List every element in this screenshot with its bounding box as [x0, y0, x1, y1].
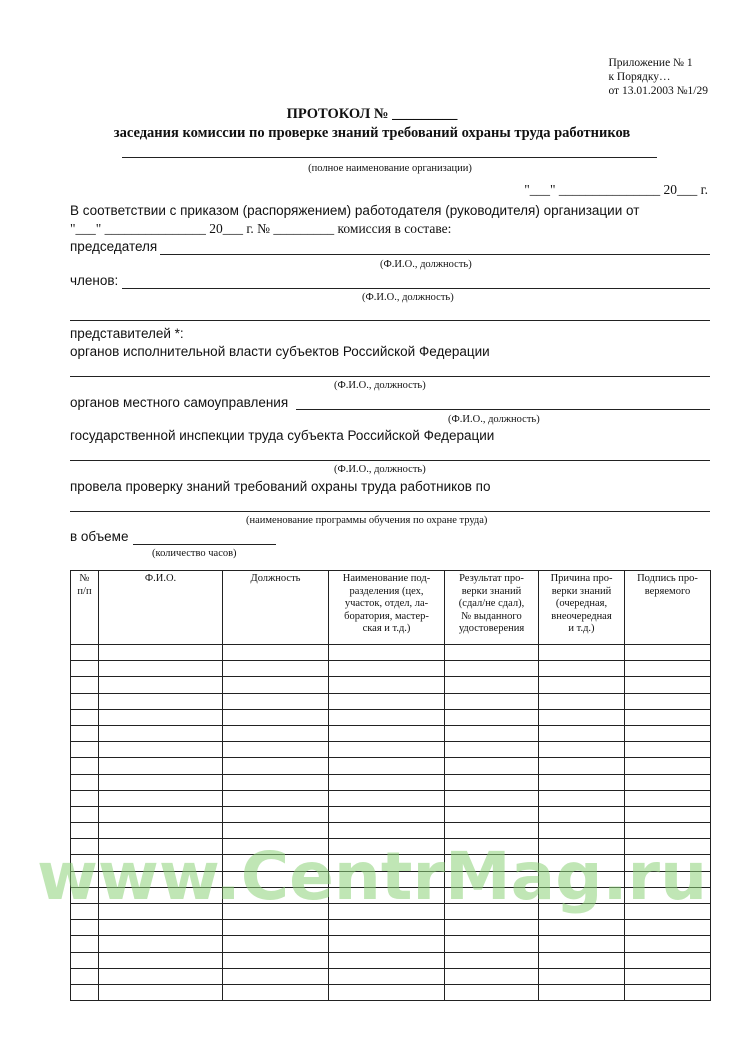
- table-cell: [539, 887, 625, 903]
- table-cell: [329, 968, 445, 984]
- table-cell: [445, 742, 539, 758]
- table-cell: [71, 839, 99, 855]
- order-line-2: "___" _______________ 20___ г. № _________ комиссия в составе:: [70, 221, 452, 236]
- table-cell: [625, 806, 711, 822]
- table-cell: [539, 904, 625, 920]
- table-cell: [445, 693, 539, 709]
- watermark: www.CentrMag.ru: [36, 838, 708, 915]
- col-header-department: Наименование под- разделения (цех, участок, отдел, ла- боратория, мастер- ская и т.д.): [329, 571, 445, 645]
- table-body: [71, 645, 711, 1001]
- table-cell: [99, 693, 223, 709]
- table-cell: [223, 693, 329, 709]
- table-cell: [99, 677, 223, 693]
- table-cell: [329, 661, 445, 677]
- table-cell: [223, 677, 329, 693]
- table-cell: [223, 936, 329, 952]
- table-cell: [99, 855, 223, 871]
- table-row: [71, 839, 711, 855]
- table-cell: [445, 823, 539, 839]
- table-cell: [223, 968, 329, 984]
- protocol-subtitle: заседания комиссии по проверке знаний требований охраны труда работников: [113, 125, 631, 141]
- table-cell: [329, 806, 445, 822]
- organization-name-line: [122, 157, 657, 158]
- table-row: [71, 774, 711, 790]
- table-cell: [539, 936, 625, 952]
- table-cell: [539, 806, 625, 822]
- table-cell: [329, 758, 445, 774]
- table-cell: [71, 742, 99, 758]
- table-cell: [223, 758, 329, 774]
- table-cell: [539, 823, 625, 839]
- table-cell: [71, 936, 99, 952]
- table-cell: [445, 871, 539, 887]
- table-cell: [625, 839, 711, 855]
- table-cell: [539, 968, 625, 984]
- table-cell: [223, 790, 329, 806]
- chairman-label: председателя: [70, 239, 158, 254]
- table-cell: [329, 823, 445, 839]
- table-cell: [625, 952, 711, 968]
- table-cell: [223, 725, 329, 741]
- table-cell: [445, 952, 539, 968]
- table-row: [71, 855, 711, 871]
- table-cell: [223, 774, 329, 790]
- table-cell: [539, 645, 625, 661]
- table-cell: [445, 936, 539, 952]
- table-cell: [329, 790, 445, 806]
- table-cell: [223, 855, 329, 871]
- table-row: [71, 952, 711, 968]
- table-cell: [445, 709, 539, 725]
- table-cell: [99, 904, 223, 920]
- table-row: [71, 871, 711, 887]
- table-cell: [539, 871, 625, 887]
- table-cell: [329, 725, 445, 741]
- members-caption: (Ф.И.О., должность): [362, 292, 454, 303]
- table-cell: [71, 790, 99, 806]
- table-cell: [625, 936, 711, 952]
- protocol-date: "___" _______________ 20___ г.: [524, 182, 708, 197]
- table-cell: [223, 871, 329, 887]
- table-cell: [539, 758, 625, 774]
- table-cell: [223, 742, 329, 758]
- table-cell: [445, 725, 539, 741]
- table-cell: [71, 693, 99, 709]
- table-cell: [445, 920, 539, 936]
- table-cell: [223, 984, 329, 1000]
- table-cell: [329, 709, 445, 725]
- table-cell: [625, 790, 711, 806]
- table-cell: [625, 984, 711, 1000]
- table-cell: [223, 920, 329, 936]
- table-cell: [625, 920, 711, 936]
- table-cell: [445, 677, 539, 693]
- table-cell: [625, 904, 711, 920]
- table-cell: [625, 645, 711, 661]
- table-cell: [99, 709, 223, 725]
- table-cell: [329, 742, 445, 758]
- table-cell: [71, 984, 99, 1000]
- table-cell: [329, 904, 445, 920]
- members-line-2: [70, 320, 710, 321]
- table-cell: [539, 920, 625, 936]
- table-cell: [99, 823, 223, 839]
- table-cell: [445, 968, 539, 984]
- labor-inspection-label: государственной инспекции труда субъекта Российской Федерации: [70, 428, 495, 443]
- table-cell: [625, 823, 711, 839]
- table-cell: [71, 725, 99, 741]
- table-cell: [223, 823, 329, 839]
- program-caption: (наименование программы обучения по охране труда): [246, 515, 488, 526]
- table-cell: [445, 887, 539, 903]
- table-cell: [329, 920, 445, 936]
- local-gov-caption: (Ф.И.О., должность): [448, 414, 540, 425]
- organization-caption: (полное наименование организации): [308, 163, 472, 174]
- table-cell: [99, 790, 223, 806]
- table-cell: [223, 645, 329, 661]
- members-line: [122, 288, 710, 289]
- table-row: [71, 725, 711, 741]
- table-cell: [99, 725, 223, 741]
- table-row: [71, 742, 711, 758]
- table-cell: [71, 952, 99, 968]
- table-cell: [223, 904, 329, 920]
- table-cell: [445, 806, 539, 822]
- table-cell: [625, 855, 711, 871]
- table-cell: [539, 693, 625, 709]
- table-cell: [625, 725, 711, 741]
- local-gov-label: органов местного самоуправления: [70, 395, 289, 410]
- table-cell: [625, 693, 711, 709]
- table-cell: [625, 871, 711, 887]
- table-cell: [71, 709, 99, 725]
- table-row: [71, 823, 711, 839]
- volume-line: [133, 544, 276, 545]
- table-cell: [329, 839, 445, 855]
- table-cell: [329, 645, 445, 661]
- table-cell: [223, 661, 329, 677]
- table-row: [71, 984, 711, 1000]
- chairman-caption: (Ф.И.О., должность): [380, 259, 472, 270]
- table-cell: [223, 839, 329, 855]
- table-cell: [99, 936, 223, 952]
- col-header-number: № п/п: [71, 571, 99, 645]
- protocol-title: ПРОТОКОЛ № _________: [286, 106, 458, 122]
- table-cell: [625, 742, 711, 758]
- table-cell: [329, 952, 445, 968]
- volume-label: в объеме: [70, 529, 129, 544]
- table-cell: [539, 661, 625, 677]
- table-cell: [99, 742, 223, 758]
- appendix-reference: [608, 56, 708, 98]
- col-header-position: Должность: [223, 571, 329, 645]
- table-cell: [445, 661, 539, 677]
- table-cell: [223, 806, 329, 822]
- table-cell: [625, 887, 711, 903]
- table-cell: [625, 709, 711, 725]
- table-cell: [71, 968, 99, 984]
- table-row: [71, 936, 711, 952]
- table-cell: [329, 774, 445, 790]
- table-cell: [99, 661, 223, 677]
- table-cell: [71, 677, 99, 693]
- table-row: [71, 693, 711, 709]
- table-cell: [445, 758, 539, 774]
- exec-authorities-label: органов исполнительной власти субъектов Российской Федерации: [70, 344, 490, 359]
- table-cell: [223, 952, 329, 968]
- table-row: [71, 645, 711, 661]
- table-cell: [71, 904, 99, 920]
- table-header-row: [71, 571, 711, 645]
- representatives-label: представителей *:: [70, 326, 184, 341]
- table-cell: [71, 806, 99, 822]
- table-cell: [539, 774, 625, 790]
- table-cell: [99, 920, 223, 936]
- table-cell: [99, 952, 223, 968]
- table-cell: [71, 887, 99, 903]
- table-cell: [223, 709, 329, 725]
- table-cell: [539, 742, 625, 758]
- table-cell: [329, 855, 445, 871]
- table-cell: [539, 709, 625, 725]
- table-cell: [625, 661, 711, 677]
- table-cell: [539, 855, 625, 871]
- table-cell: [539, 952, 625, 968]
- exec-authorities-line: [70, 376, 710, 377]
- table-cell: [99, 887, 223, 903]
- table-cell: [445, 790, 539, 806]
- col-header-fio: Ф.И.О.: [99, 571, 223, 645]
- table-cell: [329, 887, 445, 903]
- table-cell: [445, 855, 539, 871]
- chairman-line: [160, 254, 710, 255]
- table-cell: [99, 871, 223, 887]
- table-cell: [445, 839, 539, 855]
- table-cell: [71, 823, 99, 839]
- table-cell: [71, 855, 99, 871]
- table-cell: [539, 984, 625, 1000]
- table-cell: [445, 984, 539, 1000]
- table-cell: [223, 887, 329, 903]
- table-cell: [71, 871, 99, 887]
- table-row: [71, 758, 711, 774]
- local-gov-line: [296, 409, 710, 410]
- table-row: [71, 887, 711, 903]
- table-cell: [99, 774, 223, 790]
- check-line: провела проверку знаний требований охраны труда работников по: [70, 479, 491, 494]
- table-cell: [99, 839, 223, 855]
- table-cell: [329, 984, 445, 1000]
- examinees-table: [70, 570, 711, 1001]
- table-cell: [329, 693, 445, 709]
- table-row: [71, 968, 711, 984]
- table-cell: [445, 645, 539, 661]
- table-cell: [99, 645, 223, 661]
- table-row: [71, 677, 711, 693]
- hours-caption: (количество часов): [152, 548, 237, 559]
- program-line: [70, 511, 710, 512]
- table-cell: [329, 677, 445, 693]
- table-cell: [445, 904, 539, 920]
- table-cell: [445, 774, 539, 790]
- table-cell: [539, 677, 625, 693]
- table-cell: [539, 839, 625, 855]
- order-line-1: В соответствии с приказом (распоряжением) работодателя (руководителя) организации от: [70, 203, 640, 218]
- table-row: [71, 790, 711, 806]
- table-row: [71, 806, 711, 822]
- appendix-line-1: Приложение № 1: [608, 57, 693, 69]
- table-cell: [71, 645, 99, 661]
- table-cell: [625, 968, 711, 984]
- table-cell: [71, 920, 99, 936]
- table-row: [71, 904, 711, 920]
- table-cell: [71, 774, 99, 790]
- exec-authorities-caption: (Ф.И.О., должность): [334, 380, 426, 391]
- col-header-result: Результат про- верки знаний (сдал/не сдал), № выданного удостоверения: [445, 571, 539, 645]
- table-cell: [71, 758, 99, 774]
- col-header-signature: Подпись про- веряемого: [625, 571, 711, 645]
- table-row: [71, 709, 711, 725]
- appendix-line-2: к Порядку…: [608, 71, 671, 83]
- table-cell: [539, 790, 625, 806]
- table-cell: [329, 871, 445, 887]
- table-cell: [99, 806, 223, 822]
- table-cell: [625, 677, 711, 693]
- table-cell: [625, 758, 711, 774]
- table-row: [71, 661, 711, 677]
- labor-inspection-caption: (Ф.И.О., должность): [334, 464, 426, 475]
- labor-inspection-line: [70, 460, 710, 461]
- table-cell: [99, 984, 223, 1000]
- table-cell: [539, 725, 625, 741]
- table-cell: [71, 661, 99, 677]
- table-cell: [99, 758, 223, 774]
- table-row: [71, 920, 711, 936]
- col-header-reason: Причина про- верки знаний (очередная, внеочередная и т.д.): [539, 571, 625, 645]
- table-cell: [329, 936, 445, 952]
- table-cell: [625, 774, 711, 790]
- table-cell: [99, 968, 223, 984]
- members-label: членов:: [70, 273, 119, 288]
- appendix-line-3: от 13.01.2003 №1/29: [608, 85, 708, 97]
